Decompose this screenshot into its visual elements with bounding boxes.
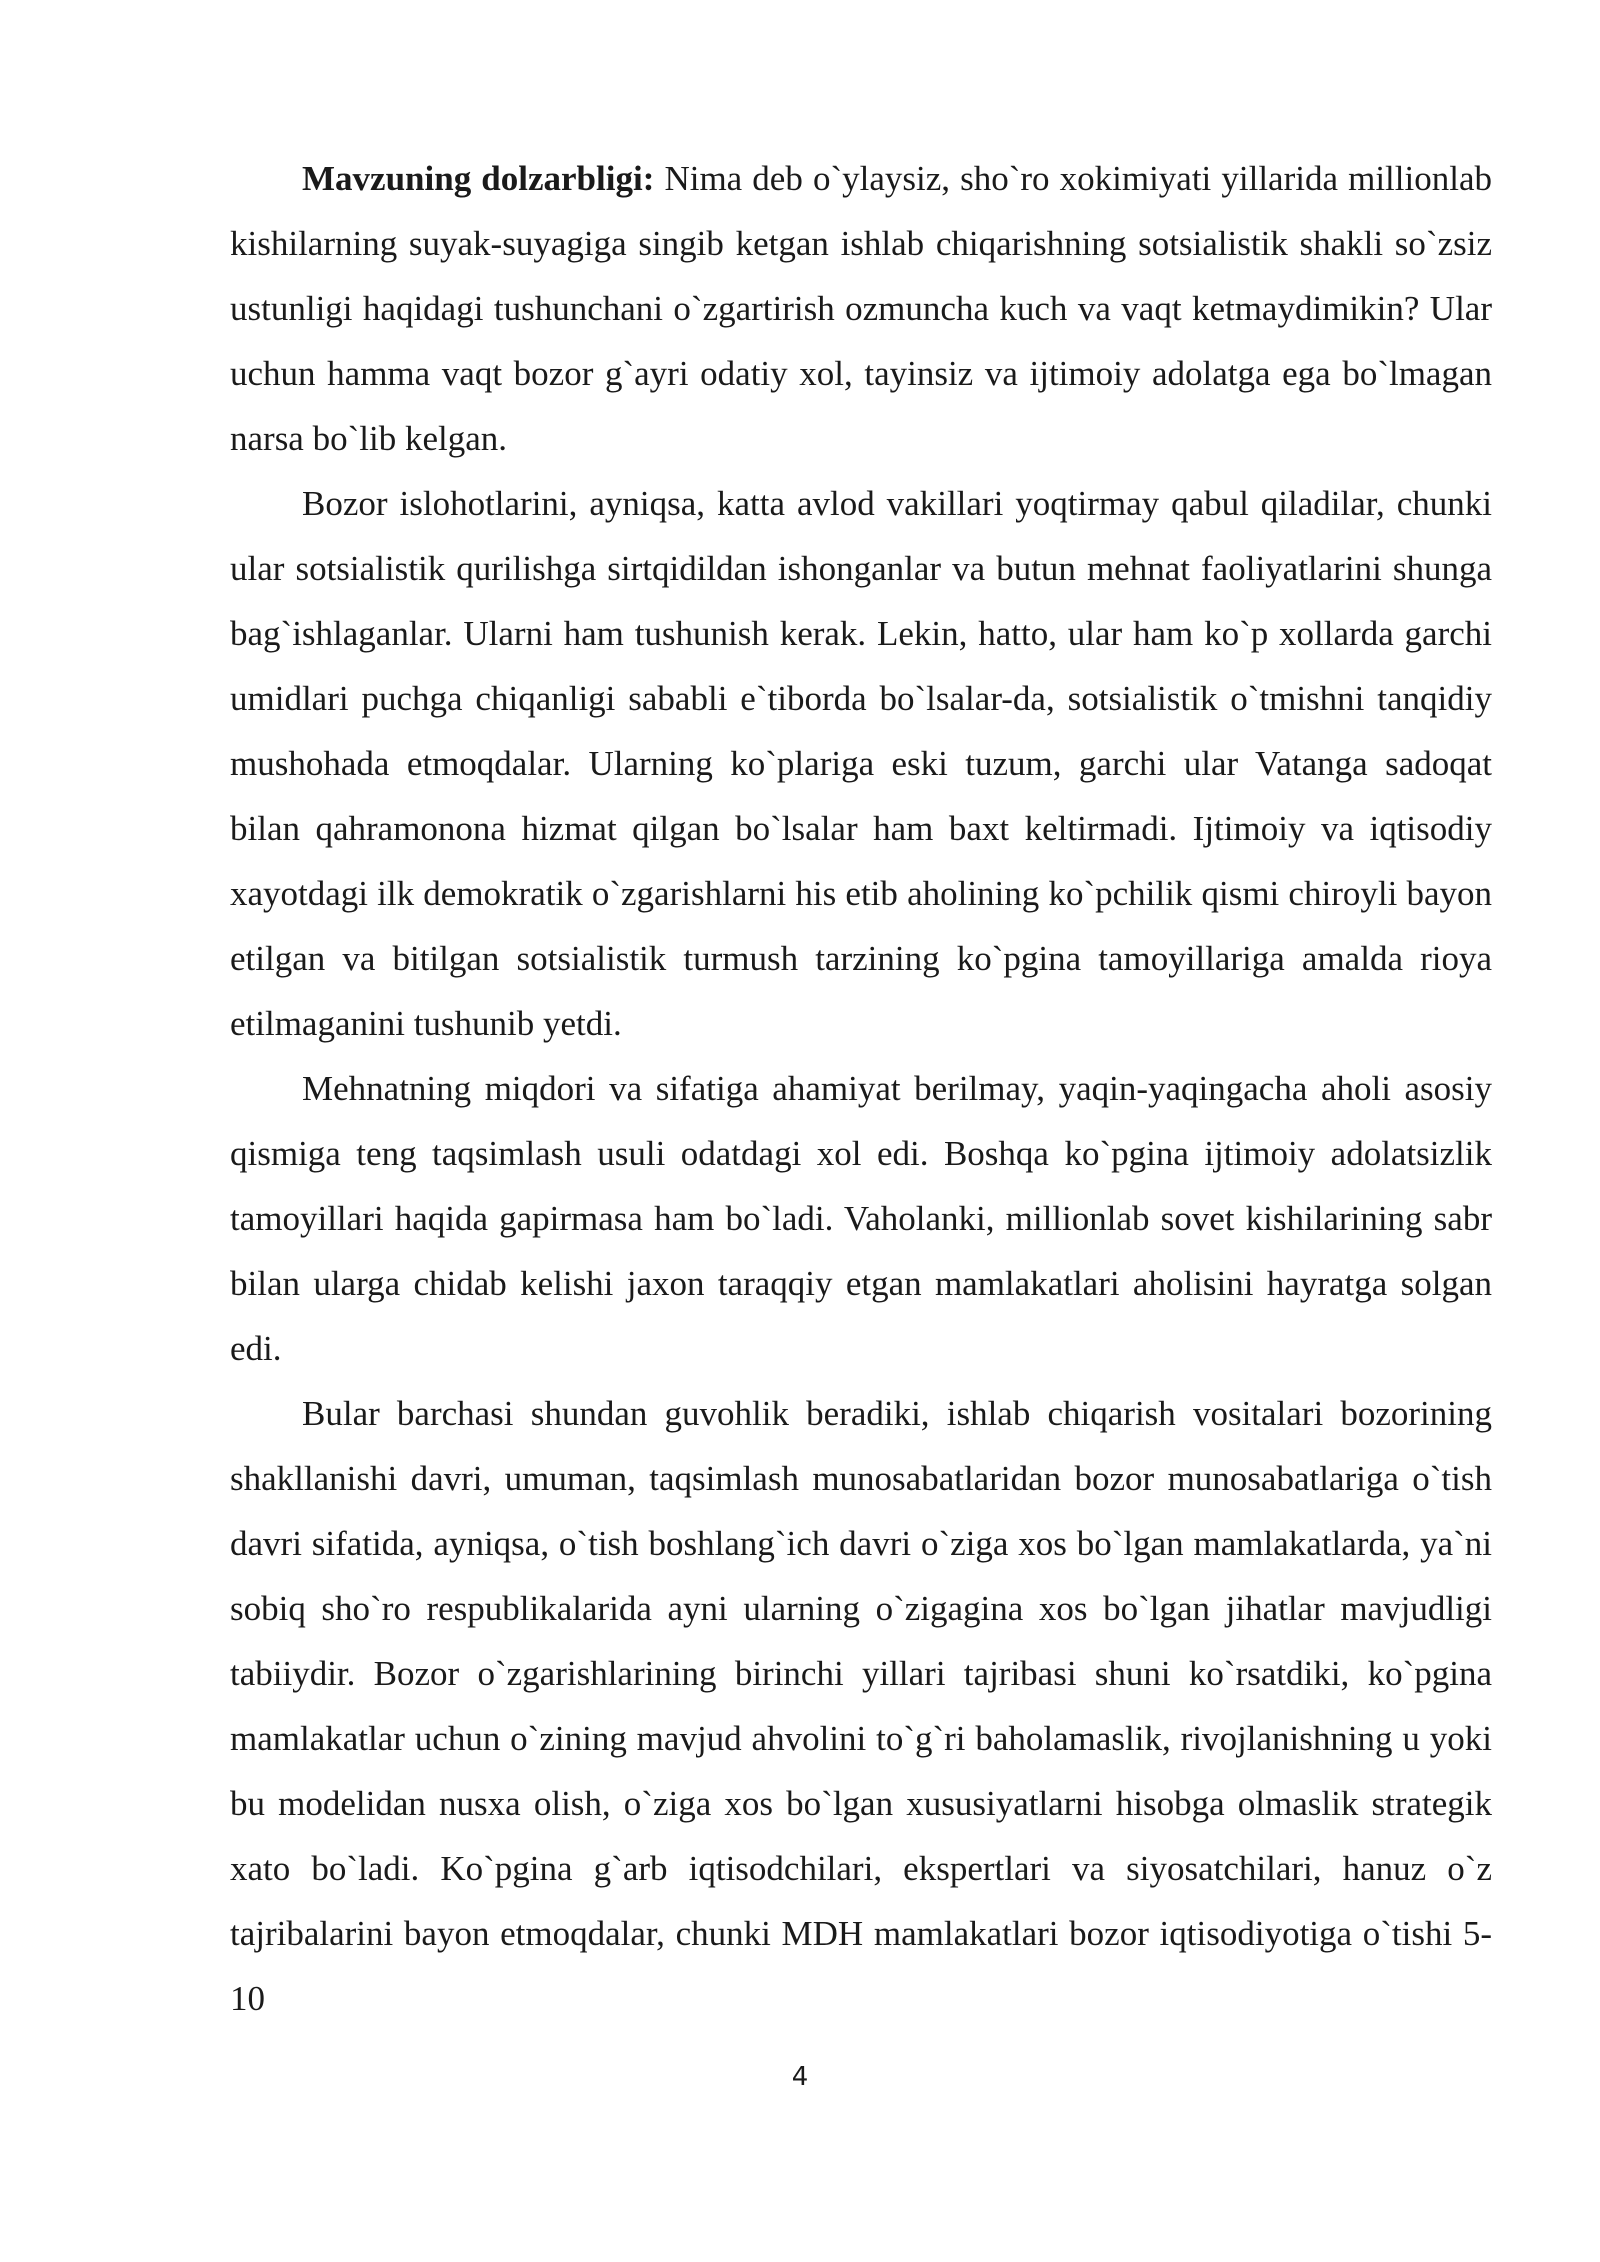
paragraph-market-reforms: Bozor islohotlarini, ayniqsa, katta avlod vakillari yoqtirmay qabul qiladilar, chunki ular sotsialistik qurilishga sirtqidildan ishonganlar va butun mehnat faoliyatlarini shunga bag`ishlaganlar. Ularni ham tushunish kerak. Lekin, hatto, ular ham ko`p xollarda garchi umidlari puchga chiqanligi sababli e`tiborda bo`lsalar-da, sotsialistik o`tmishni tanqidiy mushohada etmoqdalar. Ularning ko`plariga eski tuzum, garchi ular Vatanga sadoqat bilan qahramonona hizmat qilgan bo`lsalar ham baxt keltirmadi. Ijtimoiy va iqtisodiy xayotdagi ilk demokratik o`zgarishlarni his etib aholining ko`pchilik qismi chiroyli bayon etilgan va bitilgan sotsialistik turmush tarzining ko`pgina tamoyillariga amalda rioya etilmaganini tushunib yetdi.	[230, 484, 1492, 1043]
paragraph-text: Nima deb o`ylaysiz, sho`ro xokimiyati yillarida millionlab kishilarning suyak-suyagiga singib ketgan ishlab chiqarishning sotsialistik shakli so`zsiz ustunligi haqidagi tushunchani o`zgartirish ozmuncha kuch va vaqt ketmaydimikin? Ular uchun hamma vaqt bozor g`ayri odatiy xol, tayinsiz va ijtimoiy adolatga ega bo`lmagan narsa bo`lib kelgan.	[230, 159, 1492, 458]
paragraph-transition-period: Bular barchasi shundan guvohlik beradiki, ishlab chiqarish vositalari bozorining shakllanishi davri, umuman, taqsimlash munosabatlaridan bozor munosabatlariga o`tish davri sifatida, ayniqsa, o`tish boshlang`ich davri o`ziga xos bo`lgan mamlakatlarda, ya`ni sobiq sho`ro respublikalarida ayni ularning o`zigagina xos bo`lgan jihatlar mavjudligi tabiiydir. Bozor o`zgarishlarining birinchi yillari tajribasi shuni ko`rsatdiki, ko`pgina mamlakatlar uchun o`zining mavjud ahvolini to`g`ri baholamaslik, rivojlanishning u yoki bu modelidan nusxa olish, o`ziga xos bo`lgan xususiyatlarni hisobga olmaslik strategik xato bo`ladi. Ko`pgina g`arb iqtisodchilari, ekspertlari va siyosatchilari, hanuz o`z tajribalarini bayon etmoqdalar, chunki MDH mamlakatlari bozor iqtisodiyotiga o`tishi 5-10	[230, 1394, 1492, 2018]
section-heading-inline: Mavzuning dolzarbligi:	[302, 159, 655, 198]
paragraph-labor-distribution: Mehnatning miqdori va sifatiga ahamiyat berilmay, yaqin-yaqingacha aholi asosiy qismiga teng taqsimlash usuli odatdagi xol edi. Boshqa ko`pgina ijtimoiy adolatsizlik tamoyillari haqida gapirmasa ham bo`ladi. Vaholanki, millionlab sovet kishilarining sabr bilan ularga chidab kelishi jaxon taraqqiy etgan mamlakatlari aholisini hayratga solgan edi.	[230, 1069, 1492, 1368]
paragraph-relevance	[230, 146, 1492, 471]
document-body	[230, 146, 1492, 2031]
page-number: 4	[791, 2062, 809, 2092]
